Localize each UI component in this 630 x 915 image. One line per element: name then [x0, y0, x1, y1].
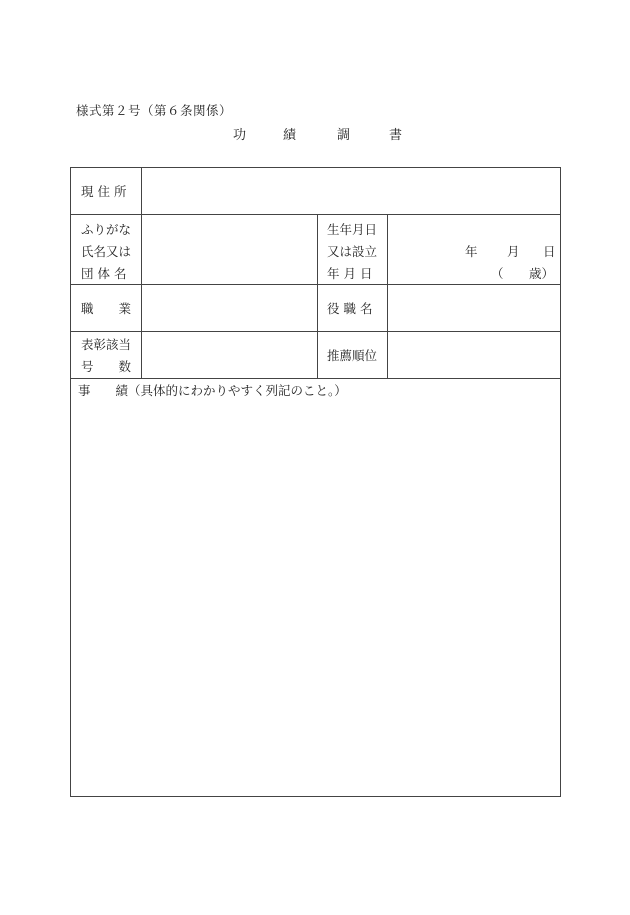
title-char-2: 績: [283, 128, 297, 143]
achievements-label: 事 績（具体的にわかりやすく列記のこと。）: [78, 383, 347, 398]
title-char-3: 調: [337, 128, 351, 143]
address-field[interactable]: [142, 168, 560, 214]
organization-label: 団 体 名: [81, 266, 127, 281]
ranking-label: 推薦順位: [327, 348, 378, 363]
name-field[interactable]: [142, 215, 317, 284]
mid-column-divider: [317, 214, 318, 378]
award-number-label: 号 数: [81, 359, 132, 374]
form-number: 様式第２号（第６条関係）: [76, 103, 233, 118]
address-label: 現 住 所: [81, 184, 127, 199]
ranking-field[interactable]: [388, 332, 560, 378]
month-unit: 月: [507, 244, 520, 259]
name-label: 氏名又は: [81, 244, 132, 259]
age-open-paren: （: [491, 266, 504, 281]
achievements-field[interactable]: [71, 403, 560, 796]
year-unit: 年: [465, 244, 478, 259]
age-unit: 歳）: [529, 266, 555, 281]
established-label: 又は設立: [327, 244, 378, 259]
award-number-field[interactable]: [142, 332, 317, 378]
title-char-1: 功: [233, 128, 247, 143]
date-label: 年 月 日: [327, 266, 373, 281]
award-label: 表彰該当: [81, 337, 132, 352]
position-label: 役 職 名: [327, 301, 373, 316]
occupation-field[interactable]: [142, 285, 317, 331]
furigana-label: ふりがな: [81, 222, 132, 237]
row-divider-4: [71, 378, 560, 379]
occupation-label: 職 業: [81, 301, 132, 316]
birth-date-label: 生年月日: [327, 222, 378, 237]
day-unit: 日: [543, 244, 556, 259]
page-title: [0, 124, 630, 144]
achievement-form: [70, 167, 561, 797]
position-field[interactable]: [388, 285, 560, 331]
title-char-4: 書: [389, 128, 403, 143]
